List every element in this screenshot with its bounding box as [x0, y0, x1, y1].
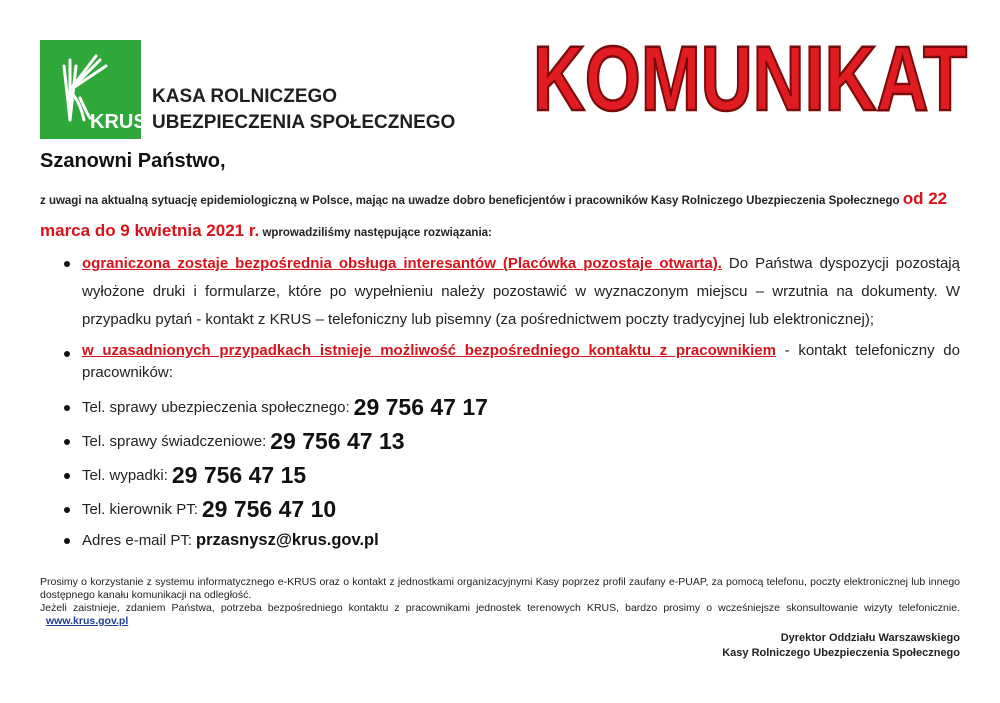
phone-label: Tel. sprawy ubezpieczenia społecznego:: [82, 398, 350, 416]
intro-part2: wprowadziliśmy następujące rozwiązania:: [262, 227, 492, 239]
point1-highlight: ograniczona zostaje bezpośrednia obsługa interesantów (Placówka pozostaje otwarta).: [82, 255, 722, 272]
phone-number[interactable]: 29 756 47 13: [270, 427, 405, 454]
signature-line1: Dyrektor Oddziału Warszawskiego: [780, 632, 960, 644]
footnote-line1: Prosimy o korzystanie z systemu informatycznego e-KRUS oraz o kontakt z jednostkami organizacyjnymi Kasy poprzez profil zaufany e-PUAP, za pomocą telefonu, poczty elektronicznej lub innego dostępnego kanału komunikacji na odległość.: [40, 576, 960, 601]
list-item: [60, 340, 960, 384]
organization-name: [152, 84, 455, 136]
phone-number[interactable]: 29 756 47 15: [171, 461, 307, 488]
phone-label: Tel. sprawy świadczeniowe:: [82, 432, 267, 450]
greeting: Szanowni Państwo,: [40, 150, 226, 172]
email-item: [60, 526, 960, 554]
phone-item: [60, 492, 960, 526]
measures-list: [60, 250, 960, 554]
footnote-line2-text: Jeżeli zaistnieje, zdaniem Państwa, potrzeba bezpośredniego kontaktu z pracownikami jednostek terenowych KRUS, bardzo prosimy o wcześniejsze skonsultowanie wizyty telefonicznie.: [40, 602, 960, 614]
point2-highlight: w uzasadnionych przypadkach istnieje możliwość bezpośredniego kontaktu z pracownikiem: [82, 342, 776, 359]
point2-text: - kontakt telefoniczny do pracowników:: [82, 342, 960, 381]
headline-text: KOMUNIKAT: [533, 28, 967, 130]
signature-line2: Kasy Rolniczego Ubezpieczenia Społecznego: [722, 647, 960, 659]
krus-logo: [40, 40, 147, 139]
org-name-line1: KASA ROLNICZEGO: [152, 86, 338, 107]
email-label: Adres e-mail PT:: [82, 531, 193, 549]
point1-text: Do Państwa dyspozycji pozostają wyłożone druki i formularze, które po wypełnieniu należy pozostawić w wyznaczonym miejscu – wrzutnia na dokumenty. W przypadku pytań - kontakt z KRUS – telefoniczny lub pisemny (za pośrednictwem poczty tradycyjnej lub elektronicznej);: [82, 255, 960, 328]
krus-logo-graphic: [40, 40, 147, 139]
phone-label: Tel. wypadki:: [82, 466, 168, 484]
email-address[interactable]: przasnysz@krus.gov.pl: [196, 530, 379, 549]
footnote: [40, 576, 960, 628]
intro-dates: od 22 marca do 9 kwietnia 2021 r.: [40, 189, 948, 240]
phone-number[interactable]: 29 756 47 10: [201, 495, 337, 522]
signature: [722, 631, 960, 661]
intro-paragraph: [40, 184, 970, 248]
phone-number[interactable]: 29 756 47 17: [353, 393, 488, 420]
phone-label: Tel. kierownik PT:: [82, 500, 198, 518]
krus-website-link[interactable]: www.krus.gov.pl: [46, 615, 129, 627]
krus-logo-text: KRUS: [90, 111, 147, 133]
footnote-line2: [40, 602, 960, 628]
headline-komunikat: [530, 24, 970, 130]
phone-item: [60, 424, 960, 458]
phone-item: [60, 390, 960, 424]
org-name-line2: UBEZPIECZENIA SPOŁECZNEGO: [152, 112, 456, 133]
intro-part1: z uwagi na aktualną sytuację epidemiologiczną w Polsce, mając na uwadze dobro beneficjentów i pracowników Kasy Rolniczego Ubezpieczenia Społecznego: [40, 195, 900, 207]
phone-item: [60, 458, 960, 492]
list-item: [60, 250, 960, 334]
